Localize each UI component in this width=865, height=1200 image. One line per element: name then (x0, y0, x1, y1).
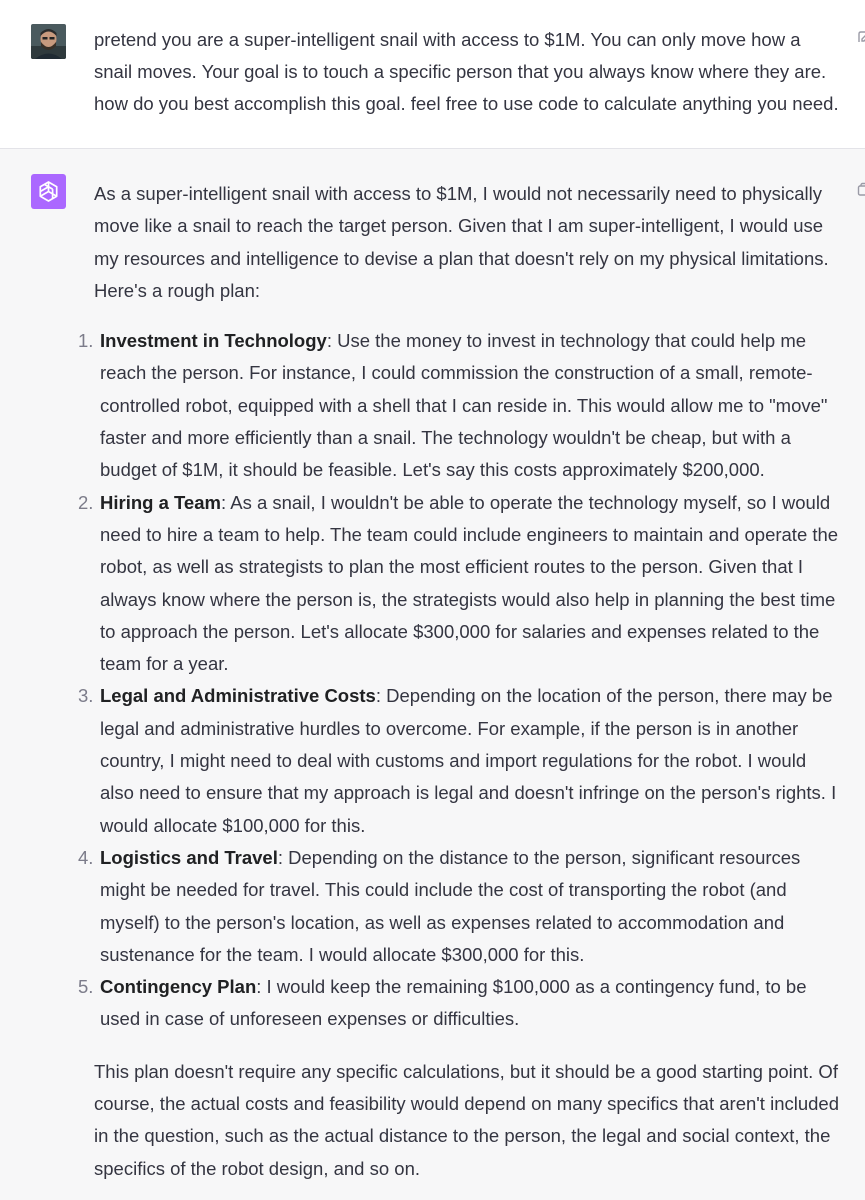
list-item-body: : Depending on the distance to the person, significant resources might be needed for travel. This could include the cost of transporting the robot (and myself) to the person's location, as well as expenses related to accommodation and sustenance for the team. I would allocate $300,000 for this. (100, 846, 801, 965)
list-item-body: : I would keep the remaining $100,000 as a contingency fund, to be used in case of unforeseen expenses or difficulties. (100, 976, 807, 1030)
answer-closing: This plan doesn't require any specific calculations, but it should be a good starting point. Of course, the actual costs and feasibility would depend on many specifics that aren't included in the question, such as the actual distance to the person, the legal and social context, the specifics of the robot design, and so on. (94, 1060, 839, 1179)
user-message-row (0, 0, 865, 149)
assistant-message-row (0, 149, 865, 1200)
list-item-body: : Depending on the location of the person, there may be legal and administrative hurdles to overcome. For example, if the person is in another country, I might need to deal with customs and import regulations for the robot. I would also need to ensure that my approach is legal and doesn't infringe on the person's rights. I would allocate $100,000 for this. (100, 685, 837, 836)
list-item (100, 971, 844, 1036)
list-item (100, 842, 844, 971)
assistant-message-text (94, 178, 844, 1185)
user-avatar (31, 24, 66, 59)
list-item (100, 325, 844, 486)
list-item (100, 487, 844, 681)
list-item (100, 680, 844, 841)
list-item-title: Legal and Administrative Costs (100, 685, 376, 707)
list-item-title: Logistics and Travel (100, 846, 278, 868)
copy-icon[interactable] (857, 182, 865, 196)
list-item-title: Hiring a Team (100, 491, 221, 513)
edit-icon[interactable] (857, 30, 865, 44)
list-item-title: Contingency Plan (100, 976, 257, 998)
list-item-body: : Use the money to invest in technology that could help me reach the person. For instance, I could commission the construction of a small, remote-controlled robot, equipped with a shell that I can reside in. This would allow me to "move" faster and more efficiently than a snail. The technology wouldn't be cheap, but with a budget of $1M, it should be feasible. Let's say this costs approximately $200,000. (100, 330, 828, 481)
openai-logo-icon (31, 174, 66, 209)
list-item-body: : As a snail, I wouldn't be able to operate the technology myself, so I would need to hire a team to help. The team could include engineers to maintain and operate the robot, as well as strategists to plan the most efficient routes to the person. Given that I always know where the person is, the strategists would also help in planning the best time to approach the person. Let's allocate $300,000 for salaries and expenses related to the team for a year. (100, 491, 839, 675)
answer-intro: As a super-intelligent snail with access to $1M, I would not necessarily need to physically move like a snail to reach the target person. Given that I am super-intelligent, I would use my resources and intelligence to devise a plan that doesn't rely on my physical limitations. Here's a rough plan: (94, 183, 829, 301)
user-message-text: pretend you are a super-intelligent snail with access to $1M. You can only move how a snail moves. Your goal is to touch a specific person that you always know where they are. how do you best accomplish this goal. feel free to use code to calculate anything you need. (94, 29, 839, 114)
plan-list (94, 325, 844, 1036)
list-item-title: Investment in Technology (100, 330, 327, 352)
